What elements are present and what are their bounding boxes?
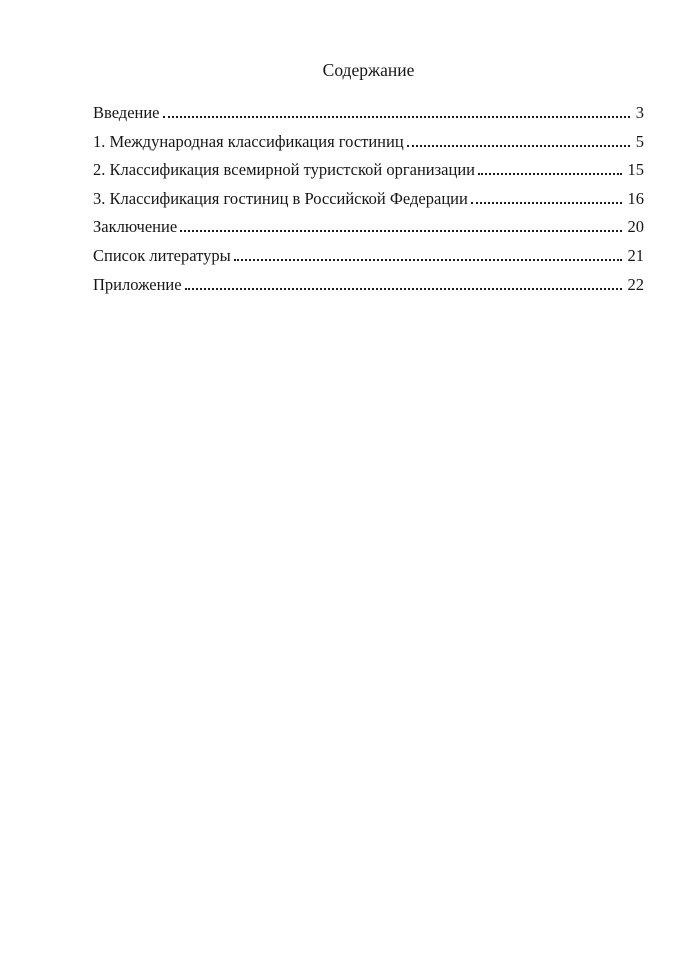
toc-entry-label: Введение xyxy=(93,103,160,122)
toc-entry-page: 5 xyxy=(635,131,644,151)
page-title: Содержание xyxy=(322,60,415,80)
toc-entry xyxy=(93,99,644,128)
toc-entry-page: 21 xyxy=(627,245,644,265)
text-block xyxy=(93,0,644,299)
dot-leader xyxy=(180,230,621,232)
toc-entry-label: 3. Классификация гостиниц в Российской Федерации xyxy=(93,188,468,208)
dot-leader xyxy=(471,202,622,204)
toc-entry xyxy=(93,213,644,242)
dot-leader xyxy=(478,173,622,175)
toc-entry-label: Список литературы xyxy=(93,245,231,265)
toc-entry-label: Заключение xyxy=(93,217,178,237)
toc-entry xyxy=(93,128,644,157)
toc-entry-page: 22 xyxy=(627,274,644,294)
dot-leader xyxy=(185,288,622,290)
toc-entry xyxy=(93,185,644,214)
toc-entry-page: 20 xyxy=(627,217,644,237)
toc-entry xyxy=(93,156,644,185)
toc-entry-page: 16 xyxy=(627,188,644,208)
dot-leader xyxy=(163,116,630,118)
toc-entry-page: 15 xyxy=(627,160,644,180)
toc-entry xyxy=(93,271,644,300)
toc-entry-label: 2. Классификация всемирной туристской организации xyxy=(93,160,475,180)
dot-leader xyxy=(407,145,630,147)
toc-entry-page: 3 xyxy=(635,103,644,122)
dot-leader xyxy=(234,259,622,261)
toc-entry xyxy=(93,242,644,271)
table-of-contents xyxy=(93,99,644,299)
toc-entry-label: Приложение xyxy=(93,274,182,294)
toc-entry-label: 1. Международная классификация гостиниц xyxy=(93,131,404,151)
